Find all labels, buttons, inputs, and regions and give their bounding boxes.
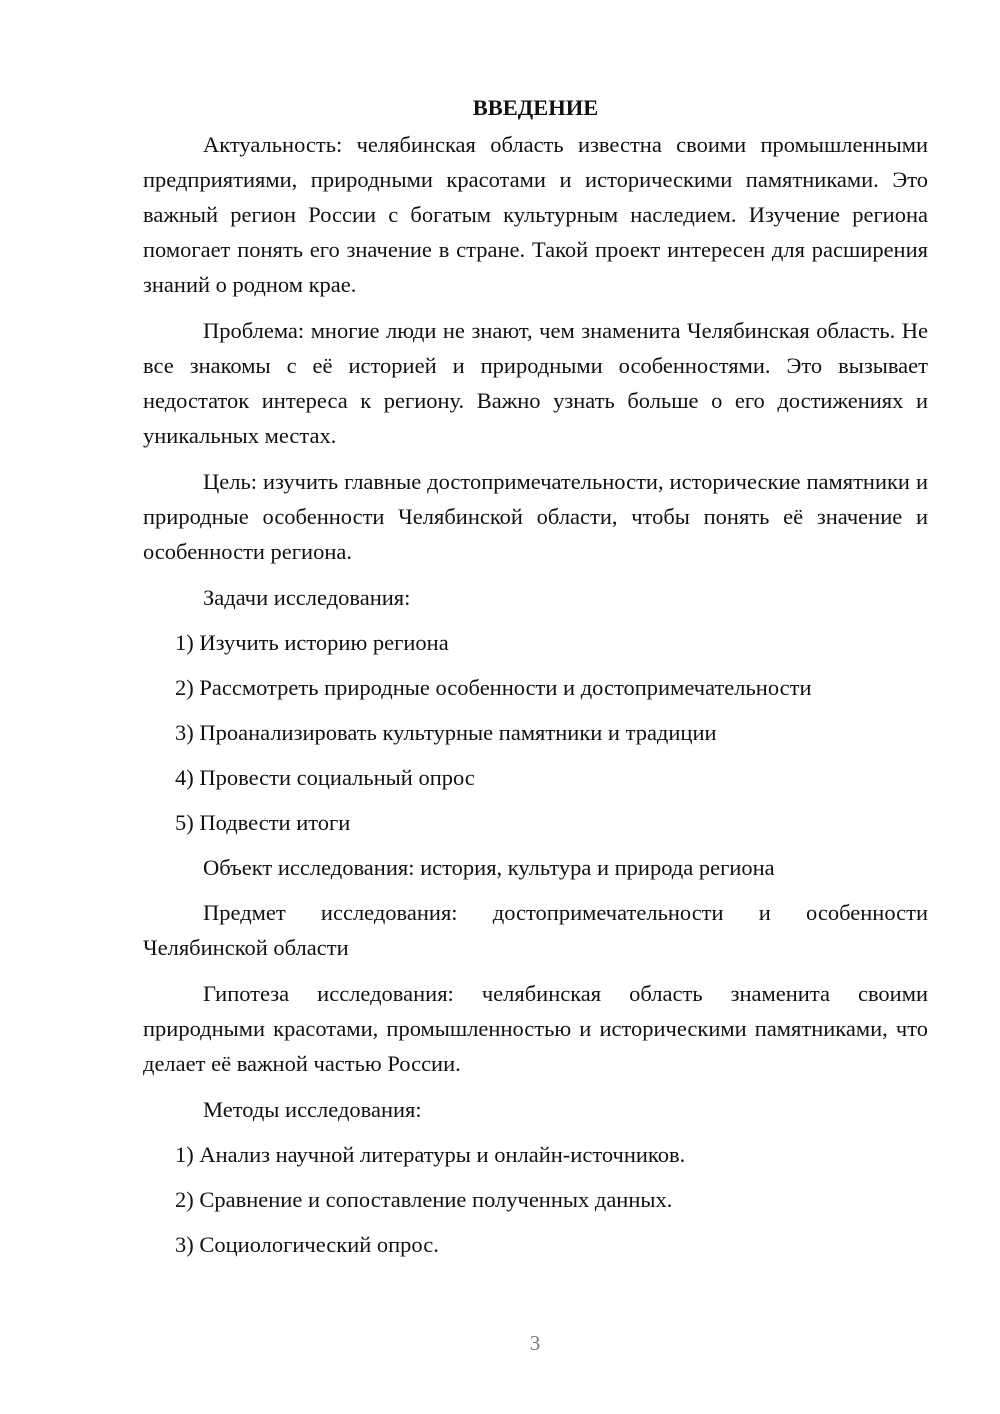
task-item: 4) Провести социальный опрос [175, 765, 475, 790]
tasks-title: Задачи исследования: [203, 585, 411, 610]
method-item: 1) Анализ научной литературы и онлайн-источников. [175, 1142, 686, 1167]
goal-paragraph: Цель: изучить главные достопримечательности, исторические памятники и природные особенности Челябинской области, чтобы понять её значение и особенности региона. [143, 469, 928, 564]
method-item: 2) Сравнение и сопоставление полученных данных. [175, 1187, 673, 1212]
methods-title: Методы исследования: [203, 1097, 422, 1122]
hypothesis-paragraph: Гипотеза исследования: челябинская область знаменита своими природными красотами, промышленностью и историческими памятниками, что делает её важной частью России. [143, 981, 928, 1076]
problem-paragraph: Проблема: многие люди не знают, чем знаменита Челябинская область. Не все знакомы с её историей и природными особенностями. Это вызывает недостаток интереса к региону. Важно узнать больше о его достижениях и уникальных местах. [143, 318, 928, 448]
method-item: 3) Социологический опрос. [175, 1232, 439, 1257]
document-page [143, 90, 928, 1272]
task-item: 3) Проанализировать культурные памятники и традиции [175, 720, 717, 745]
task-item: 5) Подвести итоги [175, 810, 351, 835]
object-line: Объект исследования: история, культура и природа региона [203, 855, 775, 880]
subject-paragraph: Предмет исследования: достопримечательности и особенности Челябинской области [143, 900, 928, 960]
task-item: 1) Изучить историю региона [175, 630, 449, 655]
task-item: 2) Рассмотреть природные особенности и достопримечательности [175, 675, 812, 700]
page-number: 3 [529, 1331, 541, 1355]
section-heading: ВВЕДЕНИЕ [472, 95, 599, 120]
relevance-paragraph: Актуальность: челябинская область известна своими промышленными предприятиями, природными красотами и историческими памятниками. Это важный регион России с богатым культурным наследием. Изучение региона помогает понять его значение в стране. Такой проект интересен для расширения знаний о родном крае. [143, 132, 928, 297]
